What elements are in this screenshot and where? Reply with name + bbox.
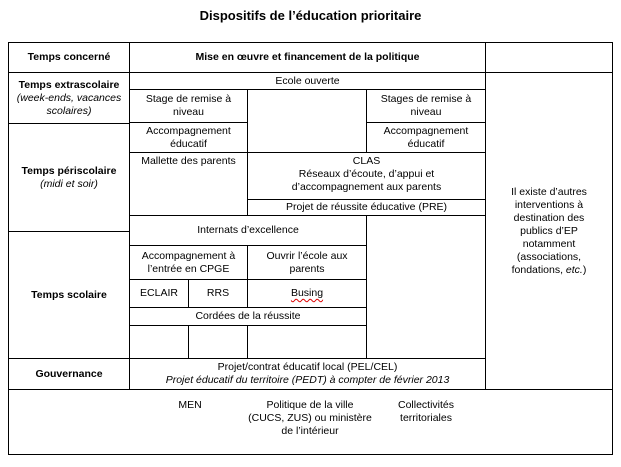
cell-blank-bottom-1 <box>129 325 189 359</box>
clas-detail: Réseaux d’écoute, d’appui et d’accompagnement aux parents <box>291 168 442 193</box>
side-note-text: Il existe d’autres interventions à destination des publics d’EP notamment (associations, fondations, etc.) <box>511 185 587 276</box>
page-title: Dispositifs de l’éducation prioritaire <box>199 8 422 23</box>
cell-stage-remise-niveau: Stage de remise à niveau <box>129 89 248 123</box>
cell-cordees: Cordées de la réussite <box>129 307 367 326</box>
row-label-gouvernance: Gouvernance <box>8 358 130 390</box>
cell-rrs: RRS <box>188 279 248 308</box>
extrascolaire-sub: (week-ends, vacances scolaires) <box>16 91 122 117</box>
header-temps-concerne: Temps concerné <box>8 42 130 73</box>
cell-side-note <box>485 72 613 390</box>
busing-text: Busing <box>290 287 324 299</box>
cell-blank-bottom-2 <box>188 325 248 359</box>
cell-busing <box>247 279 367 308</box>
clas-title: CLAS <box>352 155 381 167</box>
cell-accompagnement-cpge: Accompagnement à l’entrée en CPGE <box>129 245 248 280</box>
pel-cel: Projet/contrat éducatif local (PEL/CEL) <box>217 361 398 373</box>
cell-ecole-ouverte: Ecole ouverte <box>129 72 486 90</box>
cell-ouvrir-ecole: Ouvrir l’école aux parents <box>247 245 367 280</box>
footer-politique-ville: Politique de la ville (CUCS, ZUS) ou ministère de l’intérieur <box>248 399 372 437</box>
cell-blank-bottom-3 <box>247 325 367 359</box>
cell-clas <box>247 152 486 200</box>
cell-accompagnement-educatif-left: Accompagnement éducatif <box>129 122 248 153</box>
row-label-extrascolaire <box>8 72 130 124</box>
cell-gouvernance <box>129 358 486 390</box>
cell-pre: Projet de réussite éducative (PRE) <box>247 199 486 216</box>
cell-accompagnement-educatif-right: Accompagnement éducatif <box>366 122 486 153</box>
cell-internats: Internats d’excellence <box>129 215 367 246</box>
periscolaire-sub: (midi et soir) <box>40 177 98 190</box>
cell-stages-remise-niveau: Stages de remise à niveau <box>366 89 486 123</box>
cell-blank-center-top <box>247 89 367 153</box>
footer-men: MEN <box>178 399 202 411</box>
periscolaire-label: Temps périscolaire <box>21 164 117 177</box>
header-empty <box>485 42 613 73</box>
cell-blank-right-scolaire <box>366 215 486 359</box>
row-label-periscolaire <box>8 123 130 232</box>
pedt: Projet éducatif du territoire (PEDT) à compter de février 2013 <box>165 374 450 386</box>
footer-collectivites: Collectivités territoriales <box>397 399 455 424</box>
row-label-scolaire: Temps scolaire <box>8 231 130 359</box>
extrascolaire-label: Temps extrascolaire <box>18 78 120 91</box>
cell-mallette-parents: Mallette des parents <box>129 152 248 216</box>
header-mise-en-oeuvre: Mise en œuvre et financement de la politique <box>129 42 486 73</box>
cell-eclair: ECLAIR <box>129 279 189 308</box>
